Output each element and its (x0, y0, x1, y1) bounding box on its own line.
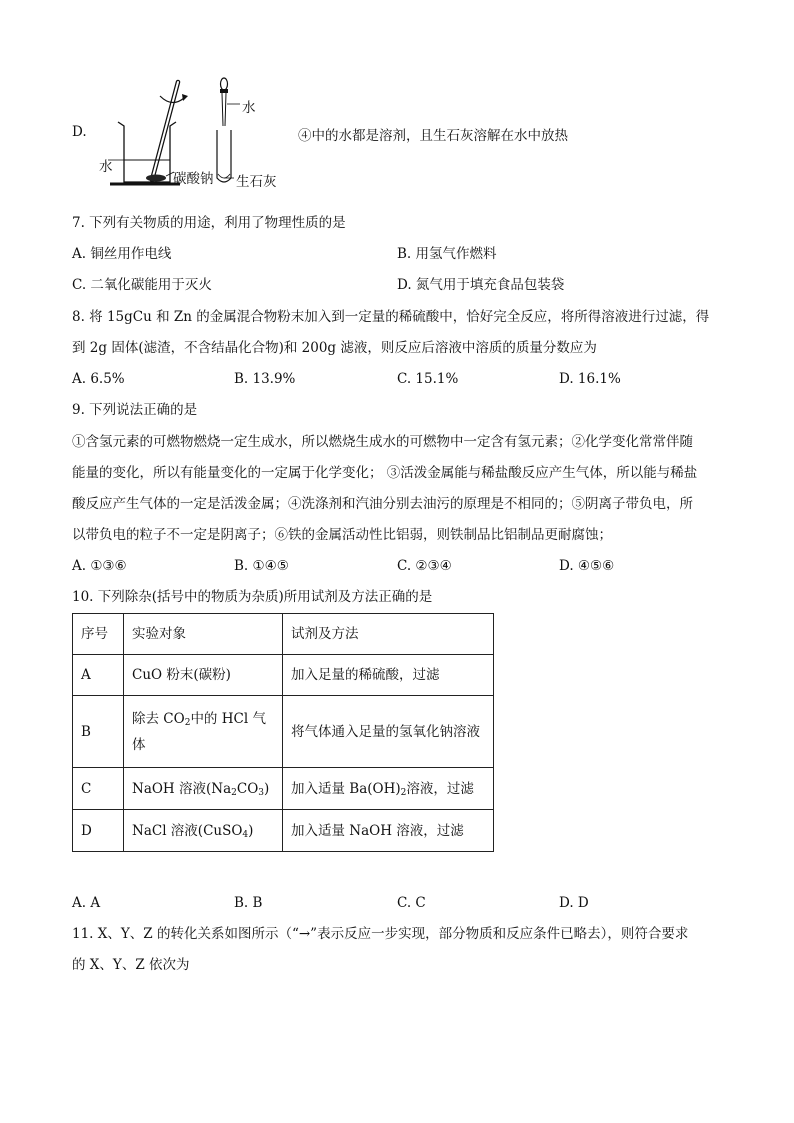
table-header-cell: 实验对象 (124, 614, 283, 655)
cell-text: 加入适量 Ba(OH) (291, 780, 401, 797)
q9-text-line2: 能量的变化，所以有能量变化的一定属于化学变化； ③活泼金属能与稀盐酸反应产生气体，所以能与稀盐 (72, 465, 698, 481)
q8-stem-line2: 到 2g 固体(滤渣，不含结晶化合物)和 200g 滤液，则反应后溶液中溶质的质量分数应为 (72, 340, 597, 356)
table-row (73, 696, 494, 768)
q10-option-d: D. D (559, 895, 589, 911)
q9-option-d: D. ④⑤⑥ (559, 558, 615, 574)
cell-text: 体 (132, 736, 146, 753)
q10-table (72, 613, 494, 852)
table-cell: B (73, 696, 124, 768)
q9-option-b: B. ①④⑤ (234, 558, 289, 574)
table-header-row (73, 614, 494, 655)
q7-option-a: A. 铜丝用作电线 (72, 246, 172, 262)
q8-stem-line1: 8. 将 15gCu 和 Zn 的金属混合物粉末加入到一定量的稀硫酸中，恰好完全反应，将所得溶液进行过滤，得 (72, 309, 710, 325)
table-cell: A (73, 655, 124, 696)
water-label: 水 (99, 159, 113, 175)
q11-stem-line1: 11. X、Y、Z 的转化关系如图所示（“→”表示反应一步实现，部分物质和反应条件已略去），则符合要求 (72, 926, 689, 942)
q10-option-a: A. A (72, 895, 101, 911)
table-cell (283, 768, 494, 810)
q6-option-d-label: D. (72, 124, 87, 140)
table-cell: D (73, 810, 124, 852)
q6-option-d-statement: ④中的水都是溶剂，且生石灰溶解在水中放热 (298, 128, 568, 144)
table-cell: 加入适量 NaOH 溶液，过滤 (283, 810, 494, 852)
table-cell: 将气体通入足量的氢氧化钠溶液 (283, 696, 494, 768)
q8-option-c: C. 15.1% (397, 371, 459, 387)
table-header-cell: 序号 (73, 614, 124, 655)
cell-text: NaCl 溶液(CuSO (132, 822, 243, 839)
cell-subscript: 2 (184, 717, 191, 728)
q8-option-d: D. 16.1% (559, 371, 621, 387)
q9-stem: 9. 下列说法正确的是 (72, 402, 198, 418)
table-row (73, 810, 494, 852)
q9-text-line4: 以带负电的粒子不一定是阴离子；⑥铁的金属活动性比铝弱，则铁制品比铝制品更耐腐蚀； (72, 527, 612, 543)
table-cell: 加入足量的稀硫酸，过滤 (283, 655, 494, 696)
table-row (73, 655, 494, 696)
table-cell (124, 696, 283, 768)
cell-text: 除去 CO (132, 710, 185, 727)
cell-subscript: 2 (231, 787, 237, 798)
table-cell (124, 810, 283, 852)
table-row (73, 768, 494, 810)
cell-text: CO (236, 780, 259, 797)
q9-text-line3: 酸反应产生气体的一定是活泼金属；④洗涤剂和汽油分别去油污的原理是不相同的；⑤阴离子带负电，所 (72, 496, 693, 512)
cell-subscript: 2 (400, 787, 407, 798)
q8-option-a: A. 6.5% (72, 371, 125, 387)
q9-option-c: C. ②③④ (397, 558, 452, 574)
q8-option-b: B. 13.9% (234, 371, 296, 387)
q7-option-b: B. 用氢气作燃料 (397, 246, 497, 262)
cell-subscript: 3 (258, 787, 264, 798)
q10-option-c: C. C (397, 895, 426, 911)
q9-text-line1: ①含氢元素的可燃物燃烧一定生成水，所以燃烧生成水的可燃物中一定含有氢元素；②化学变化常常伴随 (72, 434, 693, 450)
cell-text: 溶液，过滤 (406, 780, 474, 797)
cell-text: 中的 HCl 气 (190, 710, 266, 727)
table-cell: C (73, 768, 124, 810)
q7-option-d: D. 氮气用于填充食品包装袋 (397, 277, 565, 293)
table-cell (124, 768, 283, 810)
q10-option-b: B. B (234, 895, 263, 911)
sodium-carbonate-label: 碳酸钠 (173, 171, 214, 187)
cell-text: NaOH 溶液(Na (132, 780, 232, 797)
quicklime-label: 生石灰 (236, 174, 277, 190)
cell-text: ) (248, 822, 254, 839)
q7-stem: 7. 下列有关物质的用途，利用了物理性质的是 (72, 215, 346, 231)
q11-stem-line2: 的 X、Y、Z 依次为 (72, 957, 190, 973)
table-header-cell: 试剂及方法 (283, 614, 494, 655)
dropper-water-label: 水 (242, 100, 256, 116)
q7-option-c: C. 二氧化碳能用于灭火 (72, 277, 212, 293)
cell-text: ) (264, 780, 270, 797)
cell-subscript: 4 (242, 829, 249, 840)
q10-stem: 10. 下列除杂(括号中的物质为杂质)所用试剂及方法正确的是 (72, 589, 433, 605)
q9-option-a: A. ①③⑥ (72, 558, 127, 574)
table-cell: CuO 粉末(碳粉) (124, 655, 283, 696)
